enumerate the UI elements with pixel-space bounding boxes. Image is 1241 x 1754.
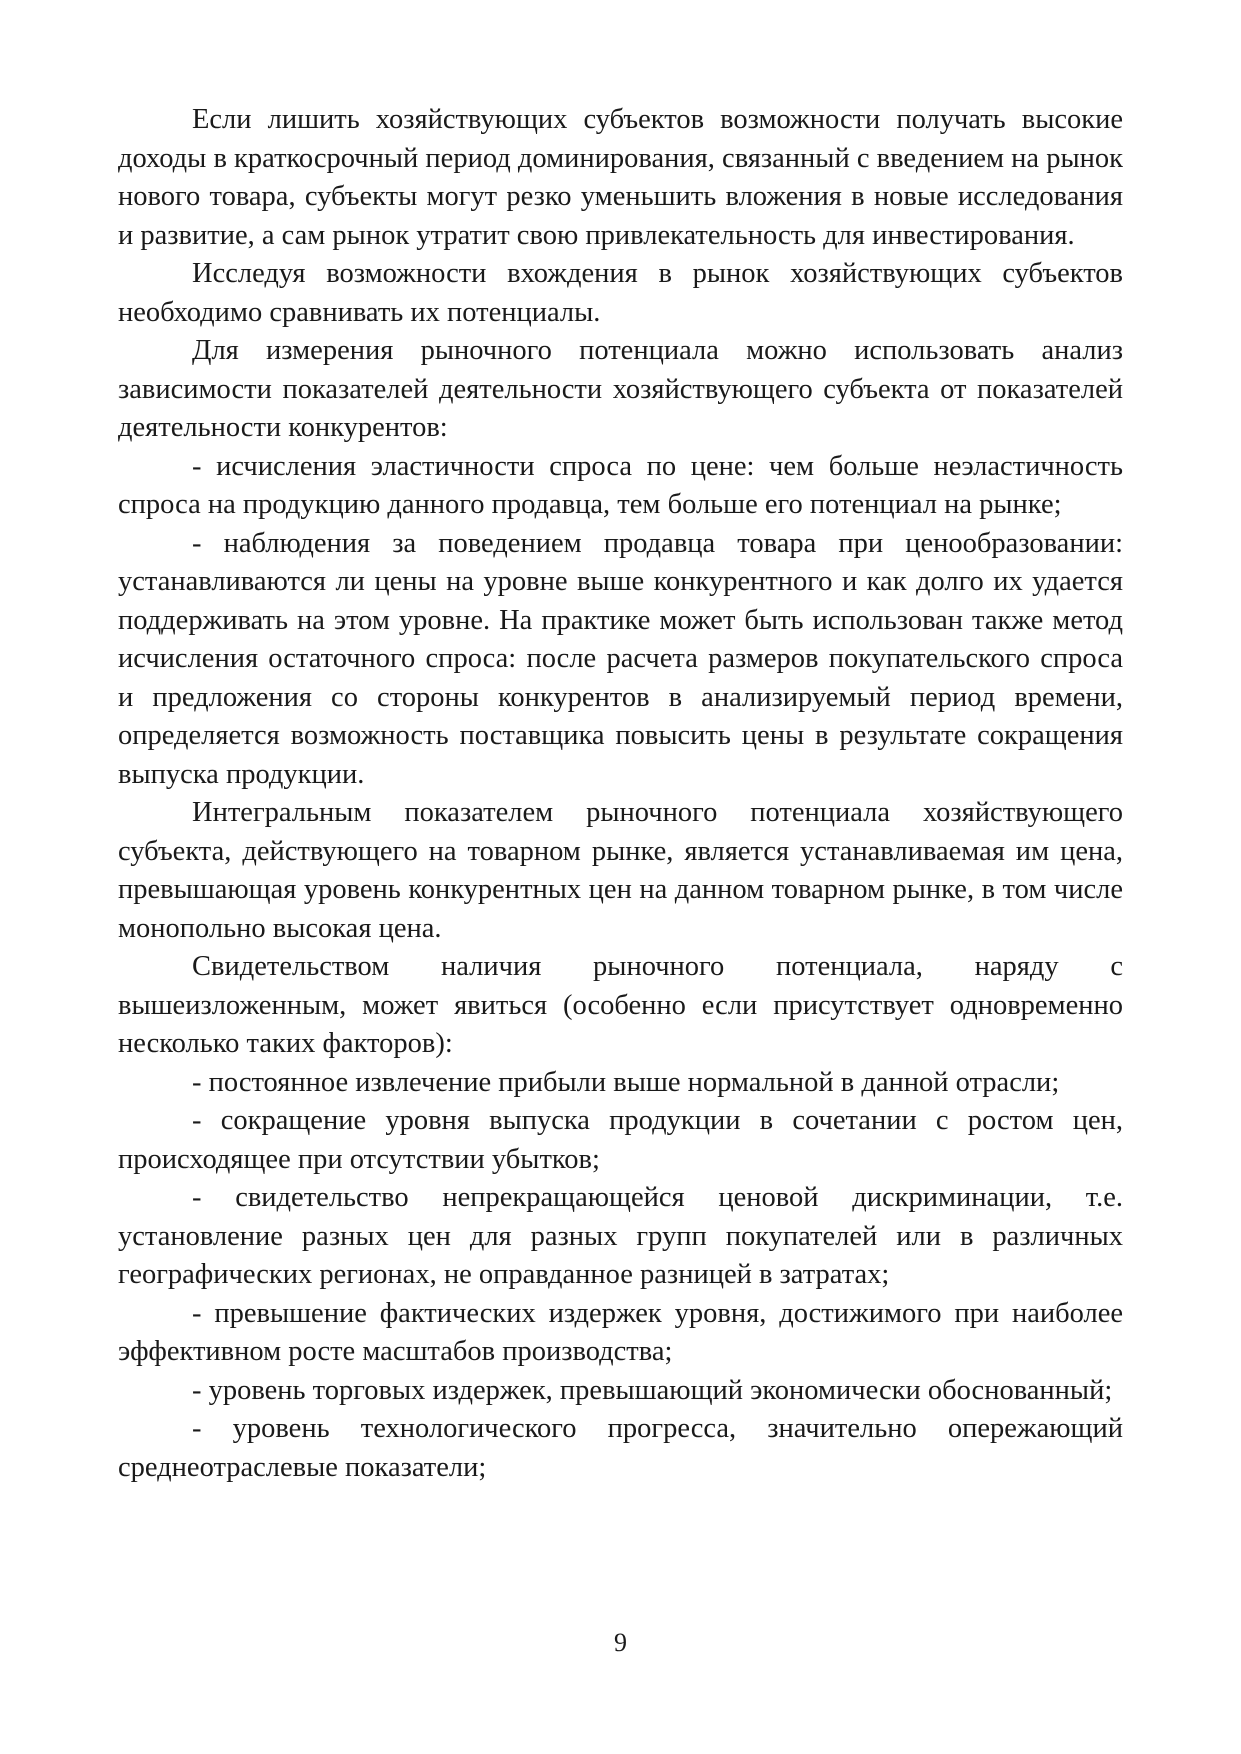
list-item-costs: - превышение фактических издержек уровня, достижимого при наиболее эффективном росте масштабов производства; [118,1297,1123,1367]
paragraph-3: Для измерения рыночного потенциала можно использовать анализ зависимости показателей деятельности хозяйствующего субъекта от показателей деятельности конкурентов: [118,335,1123,443]
page-number: 9 [614,1628,627,1657]
list-item-price-discrimination: - свидетельство непрекращающейся ценовой дискриминации, т.е. установление разных цен для разных групп покупателей или в различных географических регионах, не оправданное разницей в затратах; [118,1182,1123,1290]
page-body [118,101,1123,1487]
paragraph-2: Исследуя возможности вхождения в рынок хозяйствующих субъектов необходимо сравнивать их потенциалы. [118,258,1123,328]
list-item-output-reduction: - сокращение уровня выпуска продукции в сочетании с ростом цен, происходящее при отсутствии убытков; [118,1105,1123,1175]
list-item-tech-progress: - уровень технологического прогресса, значительно опережающий среднеотраслевые показатели; [118,1413,1123,1483]
list-item-trade-costs: - уровень торговых издержек, превышающий экономически обоснованный; [192,1374,1113,1406]
paragraph-1: Если лишить хозяйствующих субъектов возможности получать высокие доходы в краткосрочный период доминирования, связанный с введением на рынок нового товара, субъекты могут резко уменьшить вложения в новые исследования и развитие, а сам рынок утратит свою привлекательность для инвестирования. [118,104,1123,251]
paragraph-integral-indicator: Интегральным показателем рыночного потенциала хозяйствующего субъекта, действующего на товарном рынке, является устанавливаемая им цена, превышающая уровень конкурентных цен на данном товарном рынке, в том числе монопольно высокая цена. [118,797,1123,944]
list-item-profit: - постоянное извлечение прибыли выше нормальной в данной отрасли; [192,1066,1060,1098]
list-item-price-behavior: - наблюдения за поведением продавца товара при ценообразовании: устанавливаются ли цены на уровне выше конкурентного и как долго их удается поддерживать на этом уровне. На практике может быть использован также метод исчисления остаточного спроса: после расчета размеров покупательского спроса и предложения со стороны конкурентов в анализируемый период времени, определяется возможность поставщика повысить цены в результате сокращения выпуска продукции. [118,527,1123,790]
paragraph-evidence: Свидетельством наличия рыночного потенциала, наряду с вышеизложенным, может явиться (особенно если присутствует одновременно несколько таких факторов): [118,951,1123,1059]
list-item-elasticity: - исчисления эластичности спроса по цене: чем больше неэластичность спроса на продукцию данного продавца, тем больше его потенциал на рынке; [118,450,1123,520]
